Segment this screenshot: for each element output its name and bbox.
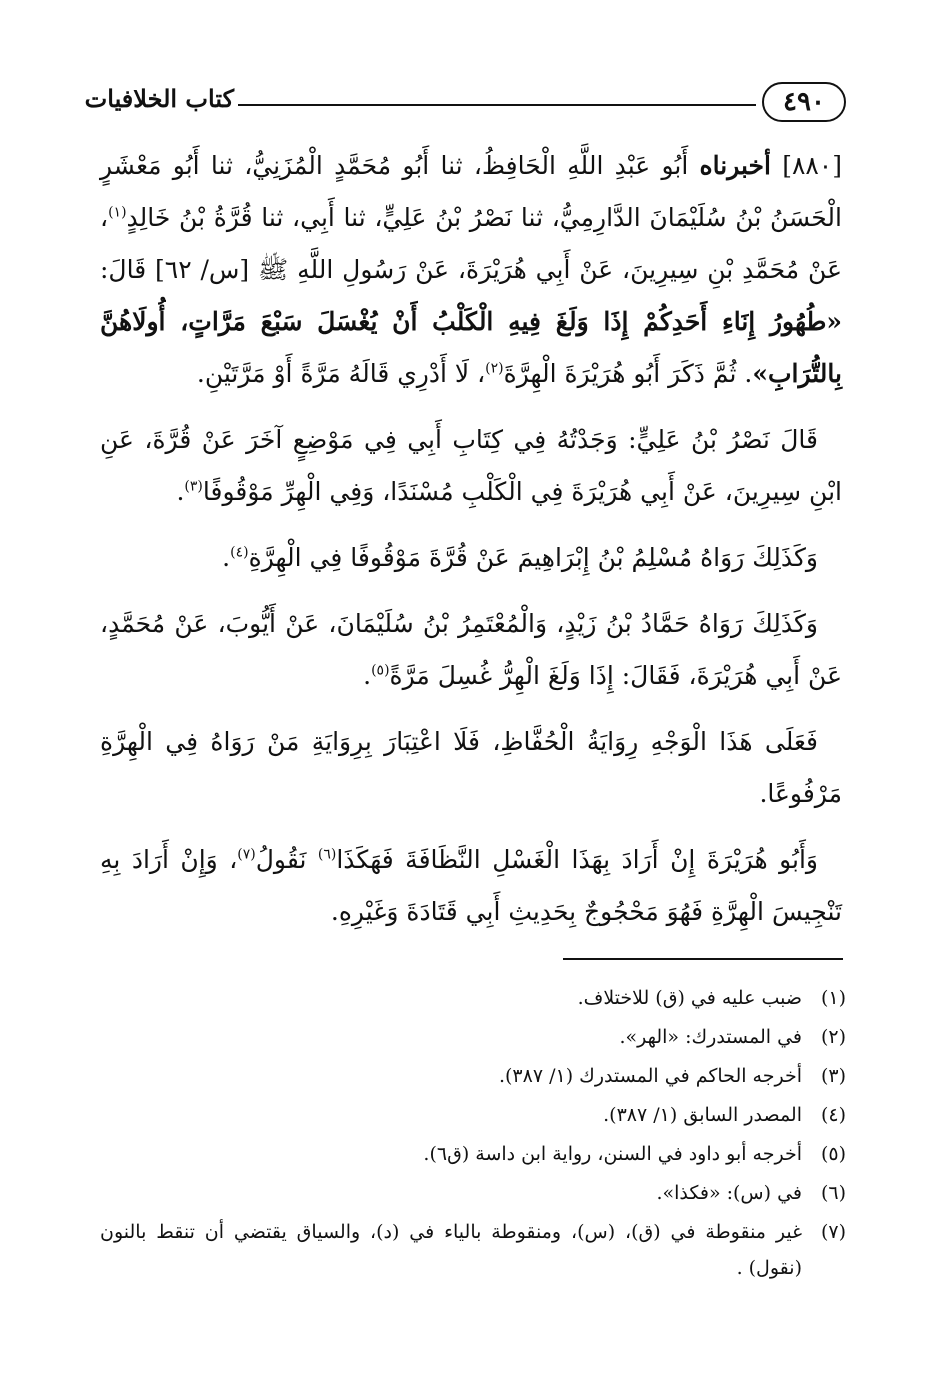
hadith-note: . ثُمَّ ذَكَرَ أَبُو هُرَيْرَةَ الْهِرَّةَ — [503, 359, 753, 388]
footnote-separator — [563, 958, 843, 960]
footnote-ref-5: (٥) — [371, 662, 390, 679]
main-text — [100, 140, 842, 952]
footnote-item — [100, 1058, 846, 1094]
footnotes — [100, 980, 846, 1289]
footnote-ref-4: (٤) — [230, 544, 249, 561]
footnote-number: (٧) — [820, 1221, 846, 1243]
paragraph-end: . — [176, 477, 185, 506]
footnote-text: غير منقوطة في (ق)، (س)، ومنقوطة بالياء في (د)، والسياق يقتضي أن تنقط بالنون (نقول) . — [100, 1221, 802, 1279]
footnote-text: في المستدرك: «الهر». — [619, 1026, 802, 1048]
paragraph-text: وَأَبُو هُرَيْرَةَ إِنْ أَرَادَ بِهَذَا الْغَسْلِ النَّظَافَةَ فَهَكَذَا — [336, 845, 819, 874]
footnote-text: المصدر السابق (١/ ٣٨٧). — [603, 1104, 802, 1126]
paragraph-text: قَالَ نَصْرُ بْنُ عَلِيٍّ: وَجَدْتُهُ فِي كِتَابِ أَبِي فِي مَوْضِعٍ آخَرَ عَنْ قُرَّةَ، عَنِ ابْنِ سِيرِينَ، عَنْ أَبِي هُرَيْرَةَ فِي الْكَلْبِ مُسْنَدًا، وَفِي الْهِرِّ مَوْقُوفًا — [100, 425, 842, 506]
hadith-note-end: ، لَا أَدْرِي قَالَهُ مَرَّةً أَوْ مَرَّتَيْنِ. — [196, 359, 486, 388]
narration-keyword: أخبرناه — [699, 151, 771, 180]
footnote-ref-7: (٧) — [237, 846, 256, 863]
paragraph-end: . — [222, 543, 231, 572]
footnote-item — [100, 1097, 846, 1133]
hadith-number: [٨٨٠] — [782, 151, 843, 180]
hadith-matn: «طُهُورُ إِنَاءِ أَحَدِكُمْ إِذَا وَلَغَ فِيهِ الْكَلْبُ أَنْ يُغْسَلَ سَبْعَ مَرَّاتٍ، أُولَاهُنَّ بِالتُّرَابِ» — [100, 307, 842, 388]
paragraph-hadith-880 — [100, 140, 842, 400]
footnote-text: أخرجه الحاكم في المستدرك (١/ ٣٨٧). — [498, 1065, 802, 1087]
isnad-text-cont: ، عَنْ مُحَمَّدِ بْنِ سِيرِينَ، عَنْ أَبِي هُرَيْرَةَ، عَنْ رَسُولِ اللَّهِ ﷺ [س/ ٦٢] قَالَ: — [100, 203, 842, 284]
paragraph-end: . — [363, 661, 372, 690]
footnote-ref-1: (١) — [108, 204, 127, 221]
footnote-number: (٢) — [820, 1026, 846, 1048]
footnote-number: (٣) — [820, 1065, 846, 1087]
isnad-text: أَبُو عَبْدِ اللَّهِ الْحَافِظُ، ثنا أَبُو مُحَمَّدٍ الْمُزَنِيُّ، ثنا أَبُو مَعْشَرٍ الْحَسَنُ بْنُ سُلَيْمَانَ الدَّارِمِيُّ، ثنا نَصْرُ بْنُ عَلِيٍّ، ثنا أَبِي، ثنا قُرَّةُ بْنُ خَالِدٍ — [100, 151, 842, 232]
footnote-item — [100, 1136, 846, 1172]
book-title: كتاب الخلافيات — [84, 84, 234, 113]
paragraph-text: وَكَذَلِكَ رَوَاهُ مُسْلِمُ بْنُ إِبْرَاهِيمَ عَنْ قُرَّةَ مَوْقُوفًا فِي الْهِرَّةِ — [248, 543, 818, 572]
footnote-item — [100, 1175, 846, 1211]
footnote-ref-3: (٣) — [184, 478, 203, 495]
header-rule — [238, 104, 756, 106]
page-number: ٤٩٠ — [762, 82, 846, 122]
footnote-item — [100, 1214, 846, 1286]
page-header — [0, 0, 947, 140]
paragraph-hammad — [100, 598, 842, 702]
paragraph-text: فَعَلَى هَذَا الْوَجْهِ رِوَايَةُ الْحُفَّاظِ، فَلَا اعْتِبَارَ بِرِوَايَةِ مَنْ رَوَاهُ فِي الْهِرَّةِ مَرْفُوعًا. — [100, 727, 842, 808]
footnote-number: (٤) — [820, 1104, 846, 1126]
footnote-text: أخرجه أبو داود في السنن، رواية ابن داسة (ق٦). — [423, 1143, 802, 1165]
footnote-number: (٦) — [820, 1182, 846, 1204]
paragraph-huffaz — [100, 716, 842, 820]
footnote-ref-2: (٢) — [485, 360, 504, 377]
footnote-number: (١) — [820, 987, 846, 1009]
paragraph-text-cont: نَقُولُ — [255, 845, 318, 874]
footnote-item — [100, 980, 846, 1016]
footnote-number: (٥) — [820, 1143, 846, 1165]
paragraph-nasr — [100, 414, 842, 518]
paragraph-text-end: ، وَإِنْ أَرَادَ بِهِ تَنْجِيسَ الْهِرَّةِ فَهُوَ مَحْجُوجٌ بِحَدِيثِ أَبِي قَتَادَةَ وَغَيْرِهِ. — [100, 845, 842, 926]
footnote-text: ضبب عليه في (ق) للاختلاف. — [577, 987, 802, 1009]
paragraph-muslim — [100, 532, 842, 584]
paragraph-abu-hurayra — [100, 834, 842, 938]
footnote-ref-6: (٦) — [317, 846, 337, 863]
footnote-item — [100, 1019, 846, 1055]
paragraph-text: وَكَذَلِكَ رَوَاهُ حَمَّادُ بْنُ زَيْدٍ، وَالْمُعْتَمِرُ بْنُ سُلَيْمَانَ، عَنْ أَيُّوبَ، عَنْ مُحَمَّدٍ، عَنْ أَبِي هُرَيْرَةَ، فَقَالَ: إِذَا وَلَغَ الْهِرُّ غُسِلَ مَرَّةً — [100, 609, 842, 690]
footnote-text: في (س): «فكذا». — [656, 1182, 802, 1204]
